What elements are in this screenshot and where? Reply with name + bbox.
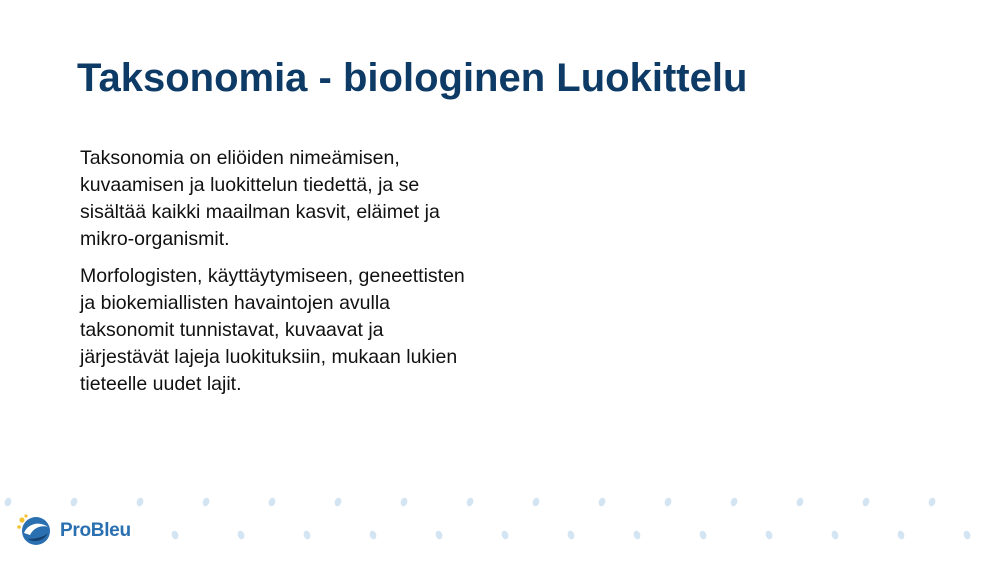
paragraph-1: [80, 145, 510, 253]
paragraph-line: kuvaamisen ja luokittelun tiedettä, ja se: [80, 174, 420, 196]
paragraph-line: sisältää kaikki maailman kasvit, eläimet ja: [80, 201, 440, 223]
decorative-dot: [399, 497, 408, 507]
decorative-dot: [201, 497, 210, 507]
paragraph-line: ja biokemiallisten havaintojen avulla: [80, 292, 391, 314]
paragraph-line: taksonomit tunnistavat, kuvaavat ja: [80, 319, 384, 341]
decorative-dot: [69, 497, 78, 507]
decorative-dot: [170, 530, 179, 540]
probleu-logo-icon: [16, 513, 54, 549]
decorative-dot-pattern: [0, 490, 1000, 550]
decorative-dot: [566, 530, 575, 540]
paragraph-line: järjestävät lajeja luokituksiin, mukaan lukien: [80, 346, 458, 368]
decorative-dot: [500, 530, 509, 540]
decorative-dot: [597, 497, 606, 507]
decorative-dot: [896, 530, 905, 540]
decorative-dot: [764, 530, 773, 540]
decorative-dot: [830, 530, 839, 540]
decorative-dot: [663, 497, 672, 507]
decorative-dot: [368, 530, 377, 540]
decorative-dot: [861, 497, 870, 507]
paragraph-2: [80, 263, 510, 398]
paragraph-line: tieteelle uudet lajit.: [80, 373, 242, 395]
slide-title: Taksonomia - biologinen Luokittelu: [77, 56, 748, 100]
decorative-dot: [135, 497, 144, 507]
decorative-dot: [962, 530, 971, 540]
decorative-dot: [434, 530, 443, 540]
decorative-dot: [795, 497, 804, 507]
decorative-dot: [236, 530, 245, 540]
decorative-dot: [267, 497, 276, 507]
decorative-dot: [698, 530, 707, 540]
slide-body: [80, 145, 510, 408]
decorative-dot: [531, 497, 540, 507]
decorative-dot: [465, 497, 474, 507]
decorative-dot: [927, 497, 936, 507]
decorative-dot: [333, 497, 342, 507]
paragraph-line: mikro-organismit.: [80, 228, 230, 250]
decorative-dot: [729, 497, 738, 507]
paragraph-line: Morfologisten, käyttäytymiseen, geneettisten: [80, 265, 465, 287]
paragraph-line: Taksonomia on eliöiden nimeämisen,: [80, 147, 400, 169]
decorative-dot: [302, 530, 311, 540]
decorative-dot: [632, 530, 641, 540]
decorative-dot: [3, 497, 12, 507]
probleu-logo: [16, 513, 135, 549]
logo-text: ProBleu: [60, 520, 131, 541]
